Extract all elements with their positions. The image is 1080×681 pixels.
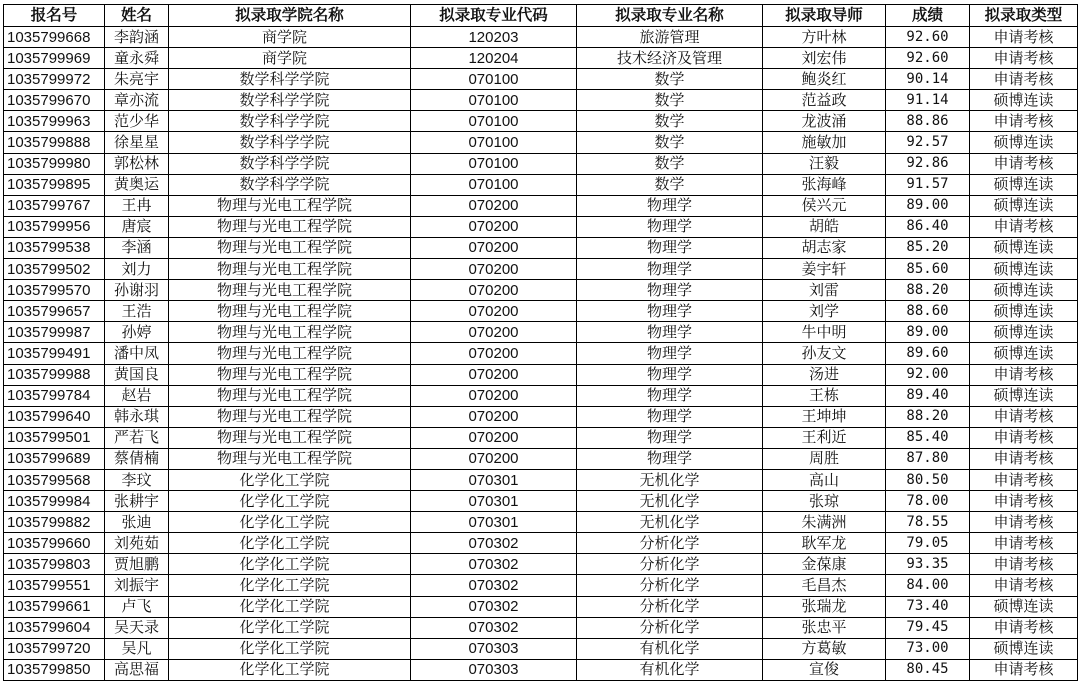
supervisor-cell: 王栋 — [763, 385, 886, 406]
admission-type-cell: 申请考核 — [970, 575, 1078, 596]
application-id-cell: 1035799963 — [4, 111, 105, 132]
admission-type-cell: 申请考核 — [970, 153, 1078, 174]
supervisor-cell: 高山 — [763, 469, 886, 490]
table-row — [4, 512, 1078, 533]
table-row — [4, 48, 1078, 69]
score-cell: 80.50 — [886, 469, 970, 490]
major-name-cell: 物理学 — [577, 448, 763, 469]
header-name: 姓名 — [105, 5, 169, 27]
major-name-cell: 分析化学 — [577, 533, 763, 554]
admission-type-cell: 申请考核 — [970, 533, 1078, 554]
name-cell: 韩永琪 — [105, 406, 169, 427]
name-cell: 贾旭鹏 — [105, 554, 169, 575]
admission-type-cell: 硕博连读 — [970, 237, 1078, 258]
admission-type-cell: 申请考核 — [970, 48, 1078, 69]
name-cell: 卢飞 — [105, 596, 169, 617]
name-cell: 王冉 — [105, 195, 169, 216]
table-row — [4, 322, 1078, 343]
score-cell: 85.60 — [886, 259, 970, 280]
name-cell: 黄国良 — [105, 364, 169, 385]
major-name-cell: 物理学 — [577, 343, 763, 364]
admission-type-cell: 申请考核 — [970, 427, 1078, 448]
major-name-cell: 无机化学 — [577, 469, 763, 490]
major-name-cell: 物理学 — [577, 427, 763, 448]
application-id-cell: 1035799850 — [4, 659, 105, 680]
college-cell: 物理与光电工程学院 — [169, 427, 411, 448]
admission-type-cell: 硕博连读 — [970, 343, 1078, 364]
application-id-cell: 1035799689 — [4, 448, 105, 469]
major-name-cell: 无机化学 — [577, 512, 763, 533]
name-cell: 范少华 — [105, 111, 169, 132]
name-cell: 吴天录 — [105, 617, 169, 638]
major-code-cell: 070100 — [411, 90, 577, 111]
name-cell: 黄奥运 — [105, 174, 169, 195]
college-cell: 物理与光电工程学院 — [169, 216, 411, 237]
application-id-cell: 1035799551 — [4, 575, 105, 596]
college-cell: 物理与光电工程学院 — [169, 280, 411, 301]
name-cell: 潘中凤 — [105, 343, 169, 364]
score-cell: 85.40 — [886, 427, 970, 448]
college-cell: 商学院 — [169, 48, 411, 69]
admission-type-cell: 申请考核 — [970, 659, 1078, 680]
major-name-cell: 分析化学 — [577, 617, 763, 638]
college-cell: 商学院 — [169, 27, 411, 48]
application-id-cell: 1035799969 — [4, 48, 105, 69]
major-code-cell: 070100 — [411, 69, 577, 90]
major-name-cell: 旅游管理 — [577, 27, 763, 48]
major-code-cell: 070303 — [411, 638, 577, 659]
application-id-cell: 1035799668 — [4, 27, 105, 48]
college-cell: 数学科学学院 — [169, 69, 411, 90]
table-row — [4, 237, 1078, 258]
table-row — [4, 174, 1078, 195]
name-cell: 张迪 — [105, 512, 169, 533]
header-college: 拟录取学院名称 — [169, 5, 411, 27]
admission-type-cell: 硕博连读 — [970, 301, 1078, 322]
admission-type-cell: 申请考核 — [970, 554, 1078, 575]
header-application-id: 报名号 — [4, 5, 105, 27]
major-name-cell: 技术经济及管理 — [577, 48, 763, 69]
admission-type-cell: 硕博连读 — [970, 132, 1078, 153]
major-code-cell: 120204 — [411, 48, 577, 69]
college-cell: 化学化工学院 — [169, 469, 411, 490]
name-cell: 刘苑茹 — [105, 533, 169, 554]
college-cell: 物理与光电工程学院 — [169, 364, 411, 385]
score-cell: 92.60 — [886, 48, 970, 69]
name-cell: 章亦流 — [105, 90, 169, 111]
supervisor-cell: 张瑞龙 — [763, 596, 886, 617]
application-id-cell: 1035799660 — [4, 533, 105, 554]
admission-type-cell: 申请考核 — [970, 512, 1078, 533]
college-cell: 数学科学学院 — [169, 90, 411, 111]
application-id-cell: 1035799568 — [4, 469, 105, 490]
score-cell: 89.60 — [886, 343, 970, 364]
score-cell: 92.00 — [886, 364, 970, 385]
college-cell: 物理与光电工程学院 — [169, 259, 411, 280]
score-cell: 92.86 — [886, 153, 970, 174]
major-code-cell: 070303 — [411, 659, 577, 680]
major-code-cell: 070100 — [411, 111, 577, 132]
score-cell: 91.57 — [886, 174, 970, 195]
application-id-cell: 1035799491 — [4, 343, 105, 364]
major-name-cell: 物理学 — [577, 322, 763, 343]
major-name-cell: 物理学 — [577, 195, 763, 216]
application-id-cell: 1035799784 — [4, 385, 105, 406]
supervisor-cell: 刘学 — [763, 301, 886, 322]
major-code-cell: 070200 — [411, 301, 577, 322]
major-code-cell: 070100 — [411, 153, 577, 174]
table-row — [4, 427, 1078, 448]
application-id-cell: 1035799882 — [4, 512, 105, 533]
score-cell: 88.60 — [886, 301, 970, 322]
college-cell: 物理与光电工程学院 — [169, 385, 411, 406]
major-code-cell: 070200 — [411, 322, 577, 343]
supervisor-cell: 汤进 — [763, 364, 886, 385]
score-cell: 80.45 — [886, 659, 970, 680]
header-admission-type: 拟录取类型 — [970, 5, 1078, 27]
major-code-cell: 070200 — [411, 406, 577, 427]
supervisor-cell: 张忠平 — [763, 617, 886, 638]
table-row — [4, 596, 1078, 617]
supervisor-cell: 刘雷 — [763, 280, 886, 301]
admission-type-cell: 硕博连读 — [970, 596, 1078, 617]
supervisor-cell: 侯兴元 — [763, 195, 886, 216]
score-cell: 78.55 — [886, 512, 970, 533]
major-code-cell: 070302 — [411, 596, 577, 617]
name-cell: 唐宸 — [105, 216, 169, 237]
major-name-cell: 物理学 — [577, 237, 763, 258]
major-code-cell: 070200 — [411, 280, 577, 301]
major-name-cell: 分析化学 — [577, 554, 763, 575]
college-cell: 化学化工学院 — [169, 512, 411, 533]
major-code-cell: 070302 — [411, 617, 577, 638]
application-id-cell: 1035799803 — [4, 554, 105, 575]
application-id-cell: 1035799570 — [4, 280, 105, 301]
table-row — [4, 301, 1078, 322]
score-cell: 89.00 — [886, 195, 970, 216]
application-id-cell: 1035799604 — [4, 617, 105, 638]
major-name-cell: 数学 — [577, 69, 763, 90]
table-row — [4, 343, 1078, 364]
table-row — [4, 491, 1078, 512]
header-major-code: 拟录取专业代码 — [411, 5, 577, 27]
score-cell: 73.00 — [886, 638, 970, 659]
major-name-cell: 物理学 — [577, 280, 763, 301]
admission-type-cell: 硕博连读 — [970, 174, 1078, 195]
admission-type-cell: 申请考核 — [970, 448, 1078, 469]
college-cell: 物理与光电工程学院 — [169, 195, 411, 216]
table-row — [4, 259, 1078, 280]
supervisor-cell: 胡皓 — [763, 216, 886, 237]
major-name-cell: 物理学 — [577, 364, 763, 385]
major-code-cell: 070200 — [411, 385, 577, 406]
major-name-cell: 分析化学 — [577, 596, 763, 617]
application-id-cell: 1035799980 — [4, 153, 105, 174]
table-row — [4, 132, 1078, 153]
major-name-cell: 物理学 — [577, 301, 763, 322]
table-row — [4, 385, 1078, 406]
supervisor-cell: 宣俊 — [763, 659, 886, 680]
score-cell: 87.80 — [886, 448, 970, 469]
major-code-cell: 070100 — [411, 132, 577, 153]
table-body — [4, 27, 1078, 681]
table-row — [4, 27, 1078, 48]
college-cell: 数学科学学院 — [169, 132, 411, 153]
header-major-name: 拟录取专业名称 — [577, 5, 763, 27]
college-cell: 化学化工学院 — [169, 617, 411, 638]
major-name-cell: 分析化学 — [577, 575, 763, 596]
score-cell: 92.57 — [886, 132, 970, 153]
admission-type-cell: 硕博连读 — [970, 90, 1078, 111]
admission-type-cell: 申请考核 — [970, 111, 1078, 132]
major-code-cell: 070200 — [411, 343, 577, 364]
supervisor-cell: 张琼 — [763, 491, 886, 512]
name-cell: 郭松林 — [105, 153, 169, 174]
table-row — [4, 195, 1078, 216]
admission-table — [3, 4, 1078, 681]
supervisor-cell: 朱满洲 — [763, 512, 886, 533]
major-code-cell: 070301 — [411, 469, 577, 490]
major-code-cell: 070200 — [411, 237, 577, 258]
supervisor-cell: 方葛敏 — [763, 638, 886, 659]
college-cell: 物理与光电工程学院 — [169, 301, 411, 322]
score-cell: 92.60 — [886, 27, 970, 48]
score-cell: 86.40 — [886, 216, 970, 237]
admission-type-cell: 申请考核 — [970, 406, 1078, 427]
table-row — [4, 216, 1078, 237]
college-cell: 数学科学学院 — [169, 111, 411, 132]
application-id-cell: 1035799888 — [4, 132, 105, 153]
major-code-cell: 070301 — [411, 512, 577, 533]
major-name-cell: 有机化学 — [577, 638, 763, 659]
admission-type-cell: 硕博连读 — [970, 385, 1078, 406]
supervisor-cell: 金葆康 — [763, 554, 886, 575]
score-cell: 79.05 — [886, 533, 970, 554]
score-cell: 88.20 — [886, 406, 970, 427]
major-code-cell: 070200 — [411, 427, 577, 448]
supervisor-cell: 范益政 — [763, 90, 886, 111]
major-code-cell: 070301 — [411, 491, 577, 512]
major-code-cell: 070200 — [411, 195, 577, 216]
supervisor-cell: 孙友文 — [763, 343, 886, 364]
major-name-cell: 数学 — [577, 132, 763, 153]
application-id-cell: 1035799984 — [4, 491, 105, 512]
supervisor-cell: 王坤坤 — [763, 406, 886, 427]
admission-list-sheet — [3, 4, 1077, 681]
score-cell: 90.14 — [886, 69, 970, 90]
table-row — [4, 617, 1078, 638]
application-id-cell: 1035799720 — [4, 638, 105, 659]
name-cell: 童永舜 — [105, 48, 169, 69]
admission-type-cell: 申请考核 — [970, 27, 1078, 48]
college-cell: 化学化工学院 — [169, 596, 411, 617]
supervisor-cell: 王利近 — [763, 427, 886, 448]
score-cell: 93.35 — [886, 554, 970, 575]
name-cell: 朱亮宇 — [105, 69, 169, 90]
name-cell: 李涵 — [105, 237, 169, 258]
header-score: 成绩 — [886, 5, 970, 27]
admission-type-cell: 申请考核 — [970, 617, 1078, 638]
admission-type-cell: 硕博连读 — [970, 322, 1078, 343]
table-row — [4, 448, 1078, 469]
admission-type-cell: 硕博连读 — [970, 638, 1078, 659]
application-id-cell: 1035799640 — [4, 406, 105, 427]
college-cell: 物理与光电工程学院 — [169, 406, 411, 427]
major-code-cell: 070200 — [411, 448, 577, 469]
admission-type-cell: 申请考核 — [970, 491, 1078, 512]
name-cell: 李玟 — [105, 469, 169, 490]
application-id-cell: 1035799657 — [4, 301, 105, 322]
name-cell: 严若飞 — [105, 427, 169, 448]
application-id-cell: 1035799956 — [4, 216, 105, 237]
application-id-cell: 1035799538 — [4, 237, 105, 258]
name-cell: 王浩 — [105, 301, 169, 322]
admission-type-cell: 申请考核 — [970, 69, 1078, 90]
supervisor-cell: 姜宇轩 — [763, 259, 886, 280]
supervisor-cell: 耿军龙 — [763, 533, 886, 554]
admission-type-cell: 硕博连读 — [970, 195, 1078, 216]
table-row — [4, 406, 1078, 427]
major-name-cell: 物理学 — [577, 216, 763, 237]
table-row — [4, 280, 1078, 301]
application-id-cell: 1035799988 — [4, 364, 105, 385]
score-cell: 73.40 — [886, 596, 970, 617]
college-cell: 数学科学学院 — [169, 153, 411, 174]
supervisor-cell: 张海峰 — [763, 174, 886, 195]
score-cell: 89.40 — [886, 385, 970, 406]
college-cell: 物理与光电工程学院 — [169, 448, 411, 469]
table-row — [4, 364, 1078, 385]
major-code-cell: 070302 — [411, 533, 577, 554]
major-name-cell: 物理学 — [577, 259, 763, 280]
supervisor-cell: 毛昌杰 — [763, 575, 886, 596]
header-row — [4, 5, 1078, 27]
name-cell: 赵岩 — [105, 385, 169, 406]
admission-type-cell: 申请考核 — [970, 216, 1078, 237]
application-id-cell: 1035799670 — [4, 90, 105, 111]
name-cell: 孙婷 — [105, 322, 169, 343]
college-cell: 化学化工学院 — [169, 533, 411, 554]
college-cell: 化学化工学院 — [169, 575, 411, 596]
major-name-cell: 数学 — [577, 174, 763, 195]
score-cell: 79.45 — [886, 617, 970, 638]
application-id-cell: 1035799987 — [4, 322, 105, 343]
major-name-cell: 有机化学 — [577, 659, 763, 680]
score-cell: 91.14 — [886, 90, 970, 111]
score-cell: 78.00 — [886, 491, 970, 512]
application-id-cell: 1035799502 — [4, 259, 105, 280]
major-code-cell: 070200 — [411, 259, 577, 280]
name-cell: 刘振宇 — [105, 575, 169, 596]
score-cell: 88.86 — [886, 111, 970, 132]
name-cell: 吴凡 — [105, 638, 169, 659]
supervisor-cell: 龙波涌 — [763, 111, 886, 132]
supervisor-cell: 胡志家 — [763, 237, 886, 258]
application-id-cell: 1035799972 — [4, 69, 105, 90]
college-cell: 化学化工学院 — [169, 554, 411, 575]
major-name-cell: 无机化学 — [577, 491, 763, 512]
name-cell: 张耕宇 — [105, 491, 169, 512]
major-code-cell: 070302 — [411, 575, 577, 596]
score-cell: 89.00 — [886, 322, 970, 343]
college-cell: 物理与光电工程学院 — [169, 237, 411, 258]
major-name-cell: 数学 — [577, 111, 763, 132]
major-code-cell: 070200 — [411, 216, 577, 237]
admission-type-cell: 申请考核 — [970, 469, 1078, 490]
supervisor-cell: 汪毅 — [763, 153, 886, 174]
score-cell: 85.20 — [886, 237, 970, 258]
application-id-cell: 1035799895 — [4, 174, 105, 195]
name-cell: 蔡倩楠 — [105, 448, 169, 469]
college-cell: 化学化工学院 — [169, 659, 411, 680]
admission-type-cell: 硕博连读 — [970, 259, 1078, 280]
major-code-cell: 070302 — [411, 554, 577, 575]
major-name-cell: 数学 — [577, 153, 763, 174]
major-name-cell: 物理学 — [577, 385, 763, 406]
supervisor-cell: 周胜 — [763, 448, 886, 469]
name-cell: 刘力 — [105, 259, 169, 280]
header-supervisor: 拟录取导师 — [763, 5, 886, 27]
table-row — [4, 69, 1078, 90]
name-cell: 孙谢羽 — [105, 280, 169, 301]
table-row — [4, 575, 1078, 596]
table-row — [4, 659, 1078, 680]
college-cell: 物理与光电工程学院 — [169, 322, 411, 343]
table-row — [4, 638, 1078, 659]
name-cell: 高思福 — [105, 659, 169, 680]
supervisor-cell: 刘宏伟 — [763, 48, 886, 69]
table-row — [4, 90, 1078, 111]
major-code-cell: 070200 — [411, 364, 577, 385]
table-row — [4, 153, 1078, 174]
major-name-cell: 数学 — [577, 90, 763, 111]
table-row — [4, 554, 1078, 575]
major-code-cell: 120203 — [411, 27, 577, 48]
major-name-cell: 物理学 — [577, 406, 763, 427]
college-cell: 数学科学学院 — [169, 174, 411, 195]
name-cell: 李韵涵 — [105, 27, 169, 48]
supervisor-cell: 方叶林 — [763, 27, 886, 48]
supervisor-cell: 鲍炎红 — [763, 69, 886, 90]
table-row — [4, 111, 1078, 132]
college-cell: 物理与光电工程学院 — [169, 343, 411, 364]
admission-type-cell: 申请考核 — [970, 364, 1078, 385]
admission-type-cell: 硕博连读 — [970, 280, 1078, 301]
table-row — [4, 533, 1078, 554]
application-id-cell: 1035799661 — [4, 596, 105, 617]
supervisor-cell: 施敏加 — [763, 132, 886, 153]
application-id-cell: 1035799767 — [4, 195, 105, 216]
major-code-cell: 070100 — [411, 174, 577, 195]
college-cell: 化学化工学院 — [169, 638, 411, 659]
college-cell: 化学化工学院 — [169, 491, 411, 512]
name-cell: 徐星星 — [105, 132, 169, 153]
table-row — [4, 469, 1078, 490]
supervisor-cell: 牛中明 — [763, 322, 886, 343]
score-cell: 84.00 — [886, 575, 970, 596]
application-id-cell: 1035799501 — [4, 427, 105, 448]
score-cell: 88.20 — [886, 280, 970, 301]
